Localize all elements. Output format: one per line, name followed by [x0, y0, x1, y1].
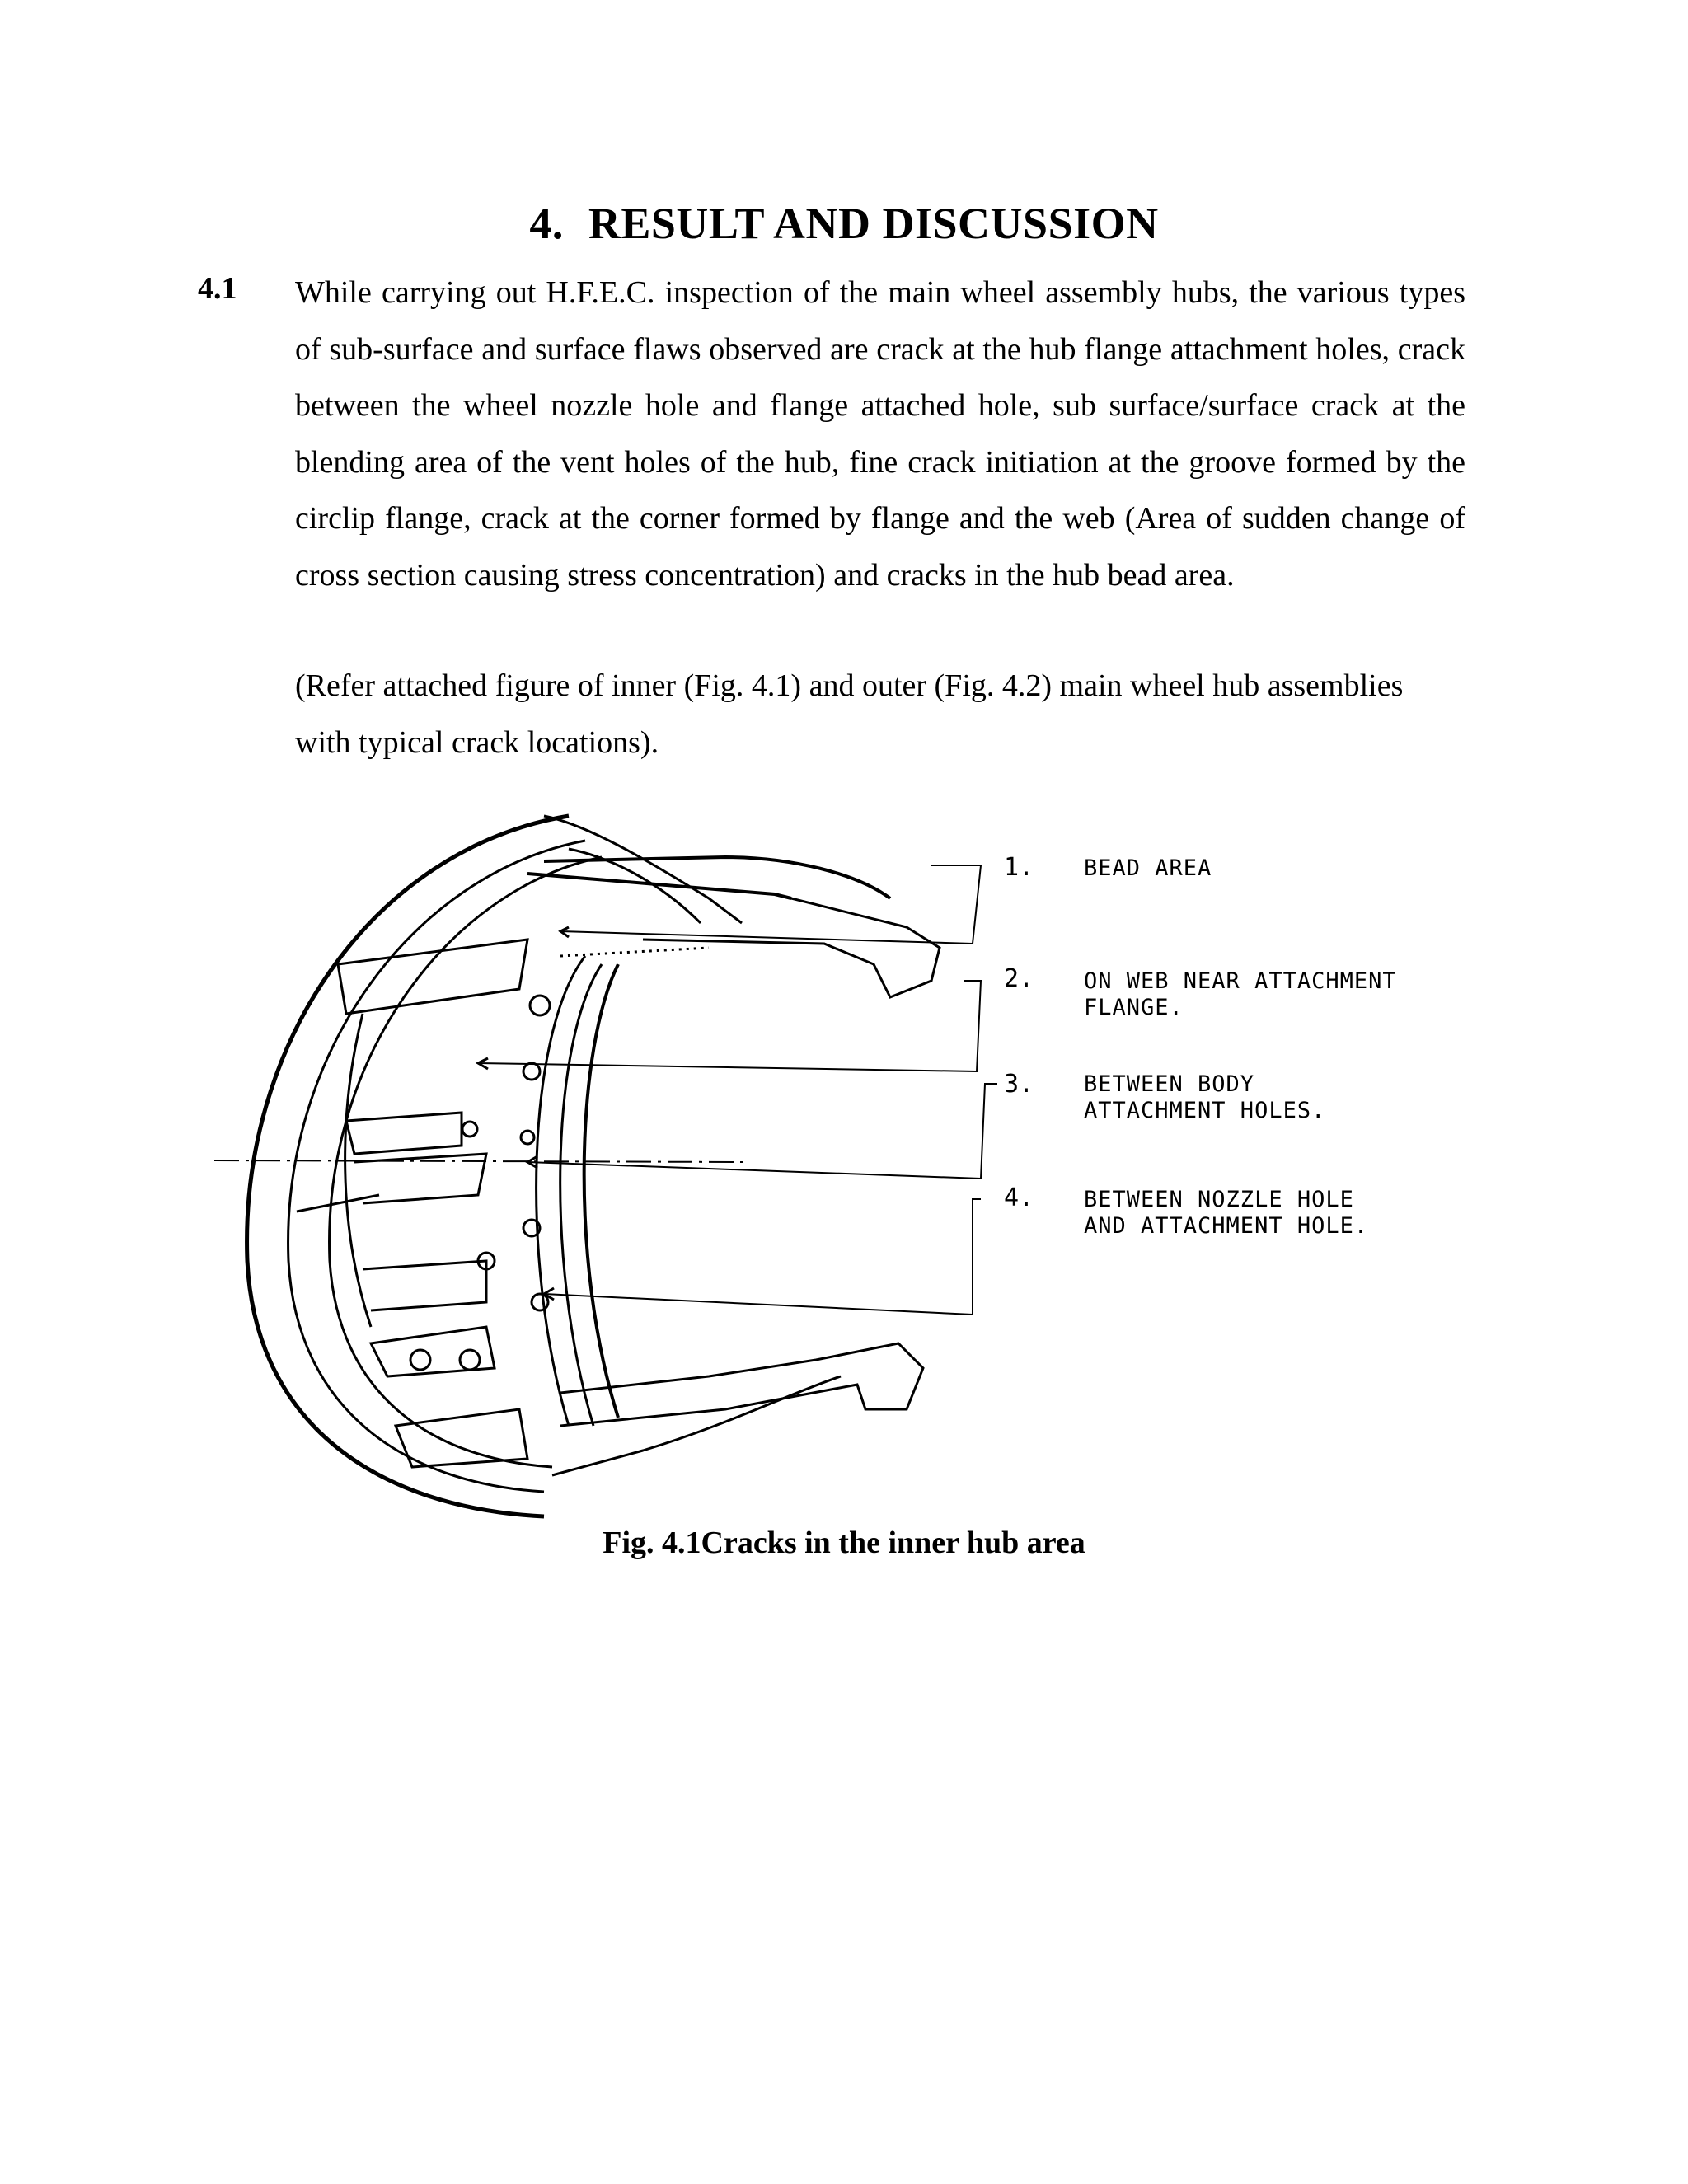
- hub-drawing: [214, 799, 1484, 1541]
- callout-2-label: ON WEB NEAR ATTACHMENT FLANGE.: [1084, 968, 1397, 1020]
- callout-2-number: 2.: [1004, 964, 1034, 993]
- heading-title: RESULT AND DISCUSSION: [588, 199, 1159, 248]
- paragraph-2: (Refer attached figure of inner (Fig. 4.1) and outer (Fig. 4.2) main wheel hub assemblies with typical crack locations).: [295, 668, 1404, 760]
- callout-1-label: BEAD AREA: [1084, 855, 1212, 881]
- figure-caption: Fig. 4.1Cracks in the inner hub area: [603, 1526, 1085, 1560]
- callout-4-label: BETWEEN NOZZLE HOLE AND ATTACHMENT HOLE.: [1084, 1187, 1369, 1239]
- callout-4-number: 4.: [1004, 1183, 1034, 1212]
- callout-3-number: 3.: [1004, 1070, 1034, 1099]
- subsection-number: 4.1: [198, 271, 237, 306]
- callout-3-label: BETWEEN BODY ATTACHMENT HOLES.: [1084, 1071, 1326, 1123]
- hub-figure: [214, 799, 1484, 1541]
- heading-number: 4.: [529, 199, 564, 248]
- callout-1-number: 1.: [1004, 853, 1034, 882]
- section-heading: [0, 198, 1688, 249]
- paragraph-1: While carrying out H.F.E.C. inspection of the main wheel assembly hubs, the various types of sub-surface and surface flaws observed are crack at the hub flange attachment holes, crack between the wheel nozzle hole and flange attached hole, sub surface/surface crack at the blending area of the vent holes of the hub, fine crack initiation at the groove formed by the circlip flange, crack at the corner formed by flange and the web (Area of sudden change of cross section causing stress concentration) and cracks in the hub bead area.: [295, 275, 1465, 593]
